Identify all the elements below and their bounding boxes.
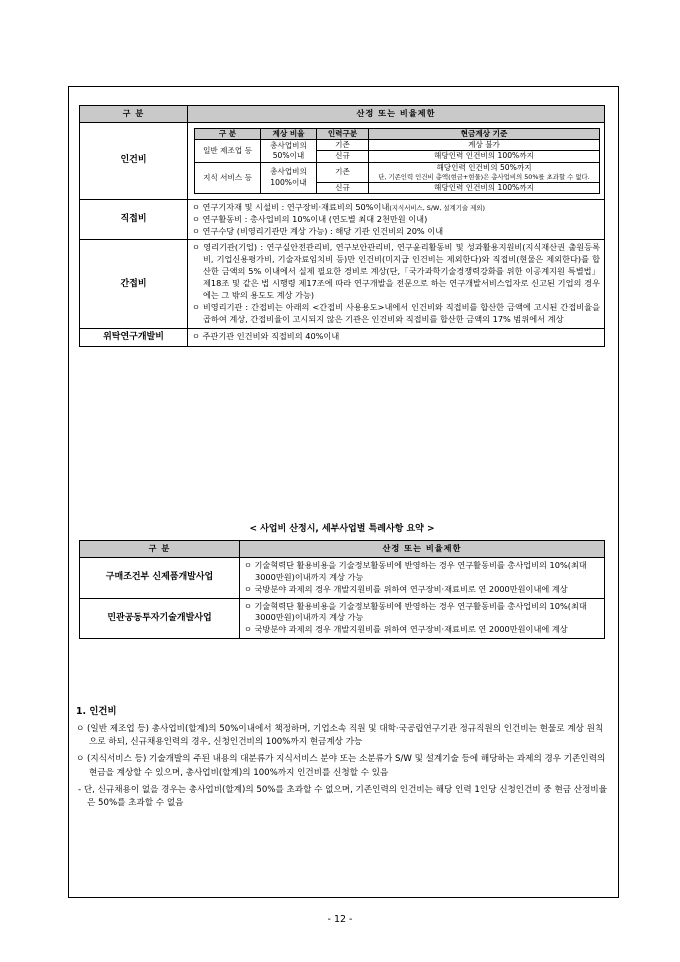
- row-label-purchase-conditional: 구매조건부 신제품개발사업: [80, 557, 240, 598]
- paragraph: ㅇ (지식서비스 등) 기술개발의 주된 내용의 대분류가 지식서비스 분야 또는 소분류가 S/W 및 설계기술 등에 해당하는 과제의 경우 기존인력의 현금을 계상할 수 있으며, 총사업비(할계)의 100%까지 인건비를 신청할 수 있음: [76, 754, 606, 778]
- table-header-limit: 산정 또는 비율제한: [240, 541, 605, 558]
- staff-type-new: 신규: [317, 182, 369, 193]
- cash-standard: 해당인력 인건비의 100%까지: [369, 182, 600, 193]
- list-item: ㅇ 영리기관(기업) : 연구실안전관리비, 연구보안관리비, 연구윤리활동비 및 성과활용지원비(지식재산권 출원등록비, 기업신용평가비, 기술자료임치비 등)만 인건비(미지급 인건비는 제외한다)와 직접비(현물은 제외한다)를 합산한 금액의 5% 이내에서 실제 필요한 경비로 계상(단,「국가과학기술경쟁력강화를 위한 이공계지원 특별법」 제18조 및 같은 법 시행령 제17조에 따라 연구개발을 전문으로 하는 연구개발서비스업자로 신고된 기업의 경우에는 그 밖의 용도도 계상 가능): [192, 242, 600, 301]
- staff-type-new: 신규: [317, 151, 369, 162]
- inner-header-staff-type: 인력구분: [317, 128, 369, 139]
- cash-standard: 해당인력 인건비의 100%까지: [369, 151, 600, 162]
- special-case-cell: [240, 557, 605, 598]
- list-item: ㅇ 연구활동비 : 총사업비의 10%이내 (연도별 최대 2천만원 이내): [192, 213, 428, 224]
- row-label-personnel: 인건비: [80, 122, 188, 199]
- special-case-cell: [240, 598, 605, 639]
- list-item: ㅇ 기술혁력단 활용비용을 기술정보활동비에 반영하는 경우 연구활동비를 총사업비의 10%(최대 3000만원)이내까지 계상 가능: [244, 559, 587, 582]
- direct-cost-cell: [188, 199, 605, 240]
- table-header-category: 구 분: [80, 541, 240, 558]
- group-knowledge-service: 지식 서비스 등: [195, 162, 261, 193]
- table-header-limit: 산정 또는 비율제한: [188, 106, 605, 123]
- page-number: - 12 -: [327, 914, 353, 925]
- row-label-public-private: 민관공동투자기술개발사업: [80, 598, 240, 639]
- staff-type-existing: 기존: [317, 140, 369, 151]
- group-knowledge-rate: 총사업비의 100%이내: [261, 162, 317, 193]
- outsourced-cell: [188, 328, 605, 346]
- group-general-manufacturing: 일반 제조업 등: [195, 140, 261, 163]
- group-general-rate: 총사업비의 50%이내: [261, 140, 317, 163]
- cash-standard-main: 해당인력 인건비의 50%까지: [436, 162, 532, 172]
- list-item: ㅇ 연구기자재 및 시설비 : 연구장비·재료비의 50%이내(지식서비스, S/W, 설계기술 제외): [192, 201, 485, 212]
- inner-header-rate: 계상 비율: [261, 128, 317, 139]
- list-item: ㅇ 주관기관 인건비와 직접비의 40%이내: [192, 331, 340, 342]
- row-label-indirect-cost: 간접비: [80, 240, 188, 328]
- inner-header-category: 구 분: [195, 128, 261, 139]
- inner-header-cash-standard: 현금계상 기준: [369, 128, 600, 139]
- table-header-category: 구 분: [80, 106, 188, 123]
- paragraph: ㅇ (일반 제조업 등) 총사업비(할계)의 50%이내에서 책정하며, 기업소속 직원 및 대학·국공립연구기관 정규직원의 인건비는 현물로 계상 원칙으로 하되, 신규채용인력의 경우, 신청인건비의 100%까지 현금계상 가능: [76, 723, 604, 747]
- section-title: 1. 인건비: [76, 706, 117, 717]
- list-item: ㅇ 국방분야 과제의 경우 개발지원비를 위하여 연구장비·재료비로 연 2000만원이내에 계상: [244, 583, 568, 594]
- cash-standard-note: 단, 기존인력 인건비 총액(현금+현물)은 총사업비의 50%를 초과할 수 없다.: [378, 172, 590, 181]
- row-label-direct-cost: 직접비: [80, 199, 188, 240]
- list-item: ㅇ 기술혁력단 활용비용을 기술정보활동비에 반영하는 경우 연구활동비를 총사업비의 10%(최대 3000만원)이내까지 계상 가능: [244, 600, 587, 623]
- cash-standard: 계상 불가: [369, 140, 600, 151]
- list-item: ㅇ 비영리기관 : 간접비는 아래의 <간접비 사용용도>내에서 인건비와 직접비를 합산한 금액에 고시된 간접비율을 곱하여 계상, 간접비율이 고시되지 않은 기관은 인건비와 직접비를 합산한 금액의 17% 범위에서 계상: [192, 301, 600, 324]
- list-item: ㅇ 국방분야 과제의 경우 개발지원비를 위하여 연구장비·재료비로 연 2000만원이내에 계상: [244, 624, 568, 635]
- personnel-inner-table: [194, 128, 600, 194]
- personnel-cell: [188, 122, 605, 199]
- paragraph: - 단, 신규채용이 없을 경우는 총사업비(할계)의 50%를 초과할 수 없으며, 기존인력의 인건비는 해당 인력 1인당 신청인건비 중 현금 산정비율은 50%를 초과할 수 없음: [78, 784, 608, 809]
- list-item: ㅇ 연구수당 (비영리기관만 계상 가능) : 해당 기관 인건비의 20% 이내: [192, 225, 444, 236]
- budget-limit-table: [79, 105, 605, 347]
- personnel-section: [76, 705, 608, 814]
- staff-type-existing: 기존: [317, 162, 369, 182]
- indirect-cost-cell: [188, 240, 605, 328]
- cash-standard: [369, 162, 600, 182]
- row-label-outsourced-research: 위탁연구개발비: [80, 328, 188, 346]
- table-caption: < 사업비 산정시, 세부사업별 특례사항 요약 >: [249, 524, 435, 534]
- special-cases-table: [79, 540, 605, 639]
